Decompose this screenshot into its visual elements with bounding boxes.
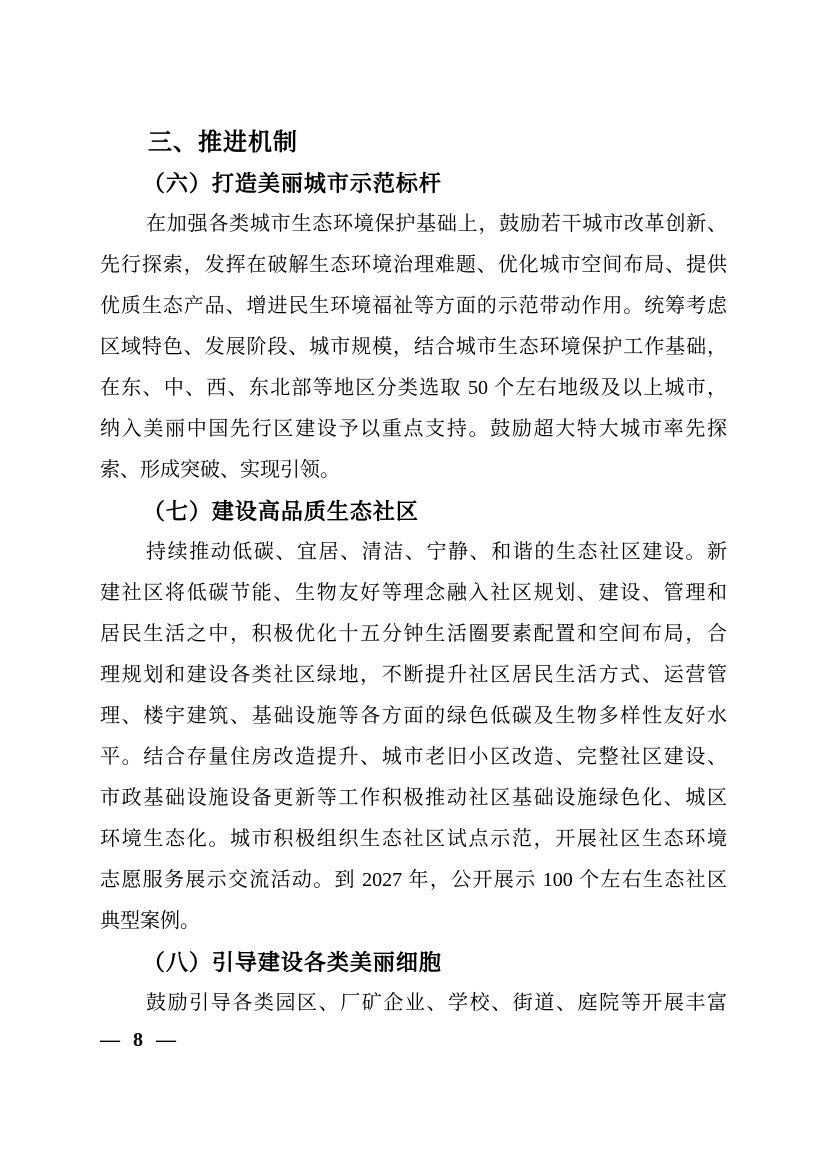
document-content — [100, 122, 727, 1024]
body-line: 志愿服务展示交流活动。到 2027 年，公开展示 100 个左右生态社区 — [100, 869, 727, 891]
page-number — [100, 1028, 176, 1052]
page-title: 三、推进机制 — [148, 129, 298, 156]
body-line: 理、楼宇建筑、基础设施等各方面的绿色低碳及生物多样性友好水 — [100, 705, 727, 727]
body-line: 居民生活之中，积极优化十五分钟生活圈要素配置和空间布局，合 — [100, 623, 727, 645]
footer-dash-right: — — [156, 1029, 176, 1051]
body-line: 建社区将低碳节能、生物友好等理念融入社区规划、建设、管理和 — [100, 582, 727, 604]
body-line: 理规划和建设各类社区绿地，不断提升社区居民生活方式、运营管 — [100, 664, 727, 686]
body-line: 先行探索，发挥在破解生态环境治理难题、优化城市空间布局、提供 — [100, 254, 727, 276]
section-heading-6: （六）打造美丽城市示范标杆 — [142, 171, 442, 196]
body-line: 索、形成突破、实现引领。 — [100, 459, 340, 481]
body-line: 典型案例。 — [100, 910, 200, 932]
body-line: 区域特色、发展阶段、城市规模，结合城市生态环境保护工作基础， — [100, 336, 727, 358]
footer-page-number: 8 — [133, 1029, 143, 1051]
body-line: 优质生态产品、增进民生环境福祉等方面的示范带动作用。统筹考虑 — [100, 295, 727, 317]
body-line: 平。结合存量住房改造提升、城市老旧小区改造、完整社区建设、 — [100, 746, 727, 768]
body-line: 鼓励引导各类园区、厂矿企业、学校、街道、庭院等开展丰富 — [146, 992, 727, 1014]
footer-dash-left: — — [100, 1029, 120, 1051]
section-heading-8: （八）引导建设各类美丽细胞 — [142, 950, 442, 975]
body-line: 市政基础设施设备更新等工作积极推动社区基础设施绿色化、城区 — [100, 787, 727, 809]
body-line: 环境生态化。城市积极组织生态社区试点示范，开展社区生态环境 — [100, 828, 727, 850]
body-line: 纳入美丽中国先行区建设予以重点支持。鼓励超大特大城市率先探 — [100, 418, 727, 440]
body-line: 在加强各类城市生态环境保护基础上，鼓励若干城市改革创新、 — [146, 213, 727, 235]
body-line: 在东、中、西、东北部等地区分类选取 50 个左右地级及以上城市， — [100, 377, 727, 399]
body-line: 持续推动低碳、宜居、清洁、宁静、和谐的生态社区建设。新 — [146, 541, 727, 563]
section-heading-7: （七）建设高品质生态社区 — [142, 499, 419, 524]
